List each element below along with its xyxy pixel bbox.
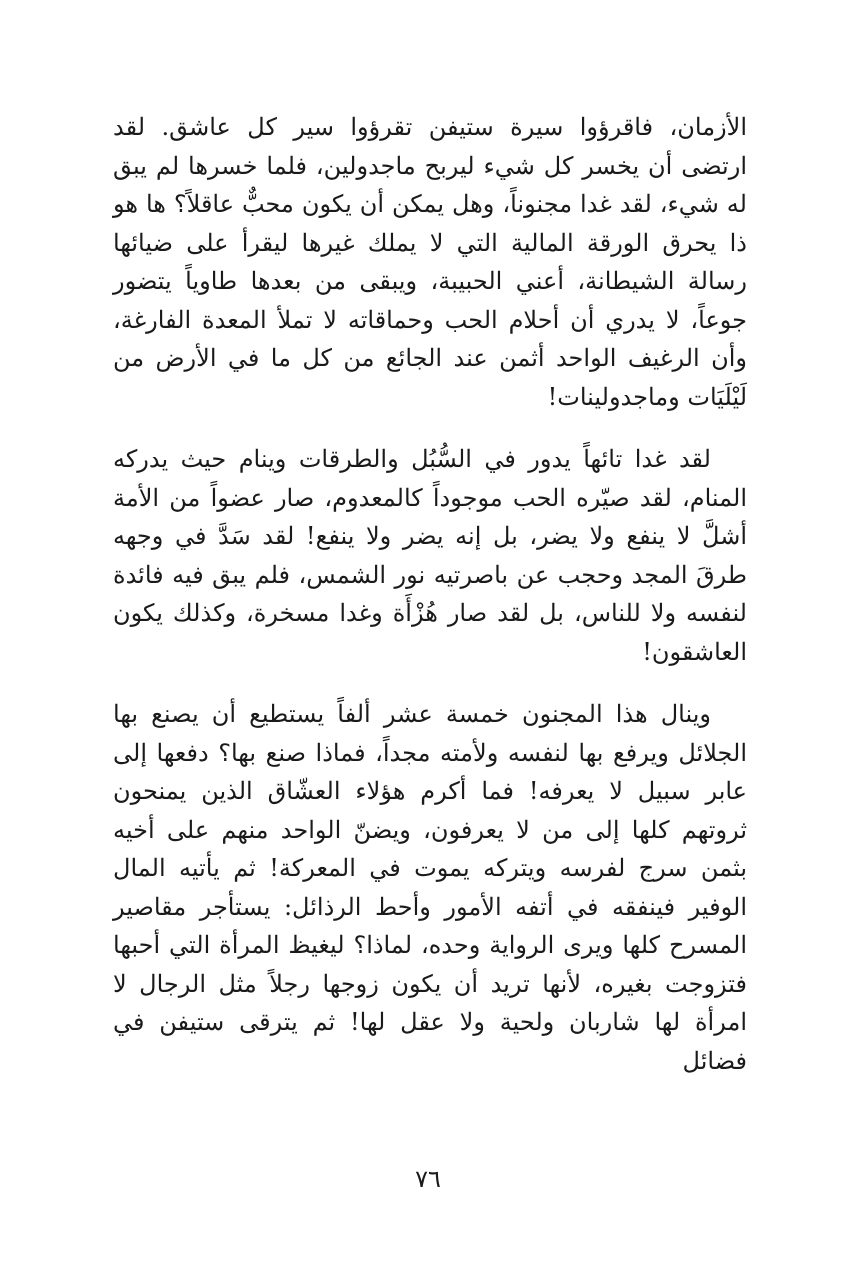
paragraph-2: لقد غدا تائهاً يدور في السُّبُل والطرقات وينام حيث يدركه المنام، لقد صيّره الحب موجوداً كالمعدوم، صار عضواً من الأمة أشلَّ لا ينفع ولا يضر، بل إنه يضر ولا ينفع! لقد سَدَّ في وجهه طرقَ المجد وحجب عن باصرتيه نور الشمس، فلم يبق فيه فائدة لنفسه ولا للناس، بل لقد صار هُزْأَة وغدا مسخرة، وكذلك يكون العاشقون! bbox=[113, 445, 747, 666]
page-body bbox=[113, 108, 747, 1080]
page-number: ٧٦ bbox=[415, 1165, 441, 1193]
paragraph-3: وينال هذا المجنون خمسة عشر ألفاً يستطيع أن يصنع بها الجلائل ويرفع بها لنفسه ولأمته مجداً، فماذا صنع بها؟ دفعها إلى عابر سبيل لا يعرفه! فما أكرم هؤلاء العشّاق الذين يمنحون ثروتهم كلها إلى من لا يعرفون، ويضنّ الواحد منهم على أخيه بثمن سرج لفرسه ويتركه يموت في المعركة! ثم يأتيه المال الوفير فينفقه في أتفه الأمور وأحط الرذائل: يستأجر مقاصير المسرح كلها ويرى الرواية وحده، لماذا؟ ليغيظ المرأة التي أحبها فتزوجت بغيره، لأنها تريد أن يكون زوجها رجلاً مثل الرجال لا امرأة لها شاربان ولحية ولا عقل لها! ثم يترقى ستيفن في فضائل bbox=[113, 700, 747, 1075]
paragraph-1: الأزمان، فاقرؤوا سيرة ستيفن تقرؤوا سير كل عاشق. لقد ارتضى أن يخسر كل شيء ليربح ماجدولين، فلما خسرها لم يبق له شيء، لقد غدا مجنوناً، وهل يمكن أن يكون محبٌّ عاقلاً؟ ها هو ذا يحرق الورقة المالية التي لا يملك غيرها ليقرأ على ضيائها رسالة الشيطانة، أعني الحبيبة، ويبقى من بعدها طاوياً يتضور جوعاً، لا يدري أن أحلام الحب وحماقاته لا تملأ المعدة الفارغة، وأن الرغيف الواحد أثمن عند الجائع من كل ما في الأرض من لَيْلَيَات وماجدولينات! bbox=[113, 113, 747, 411]
